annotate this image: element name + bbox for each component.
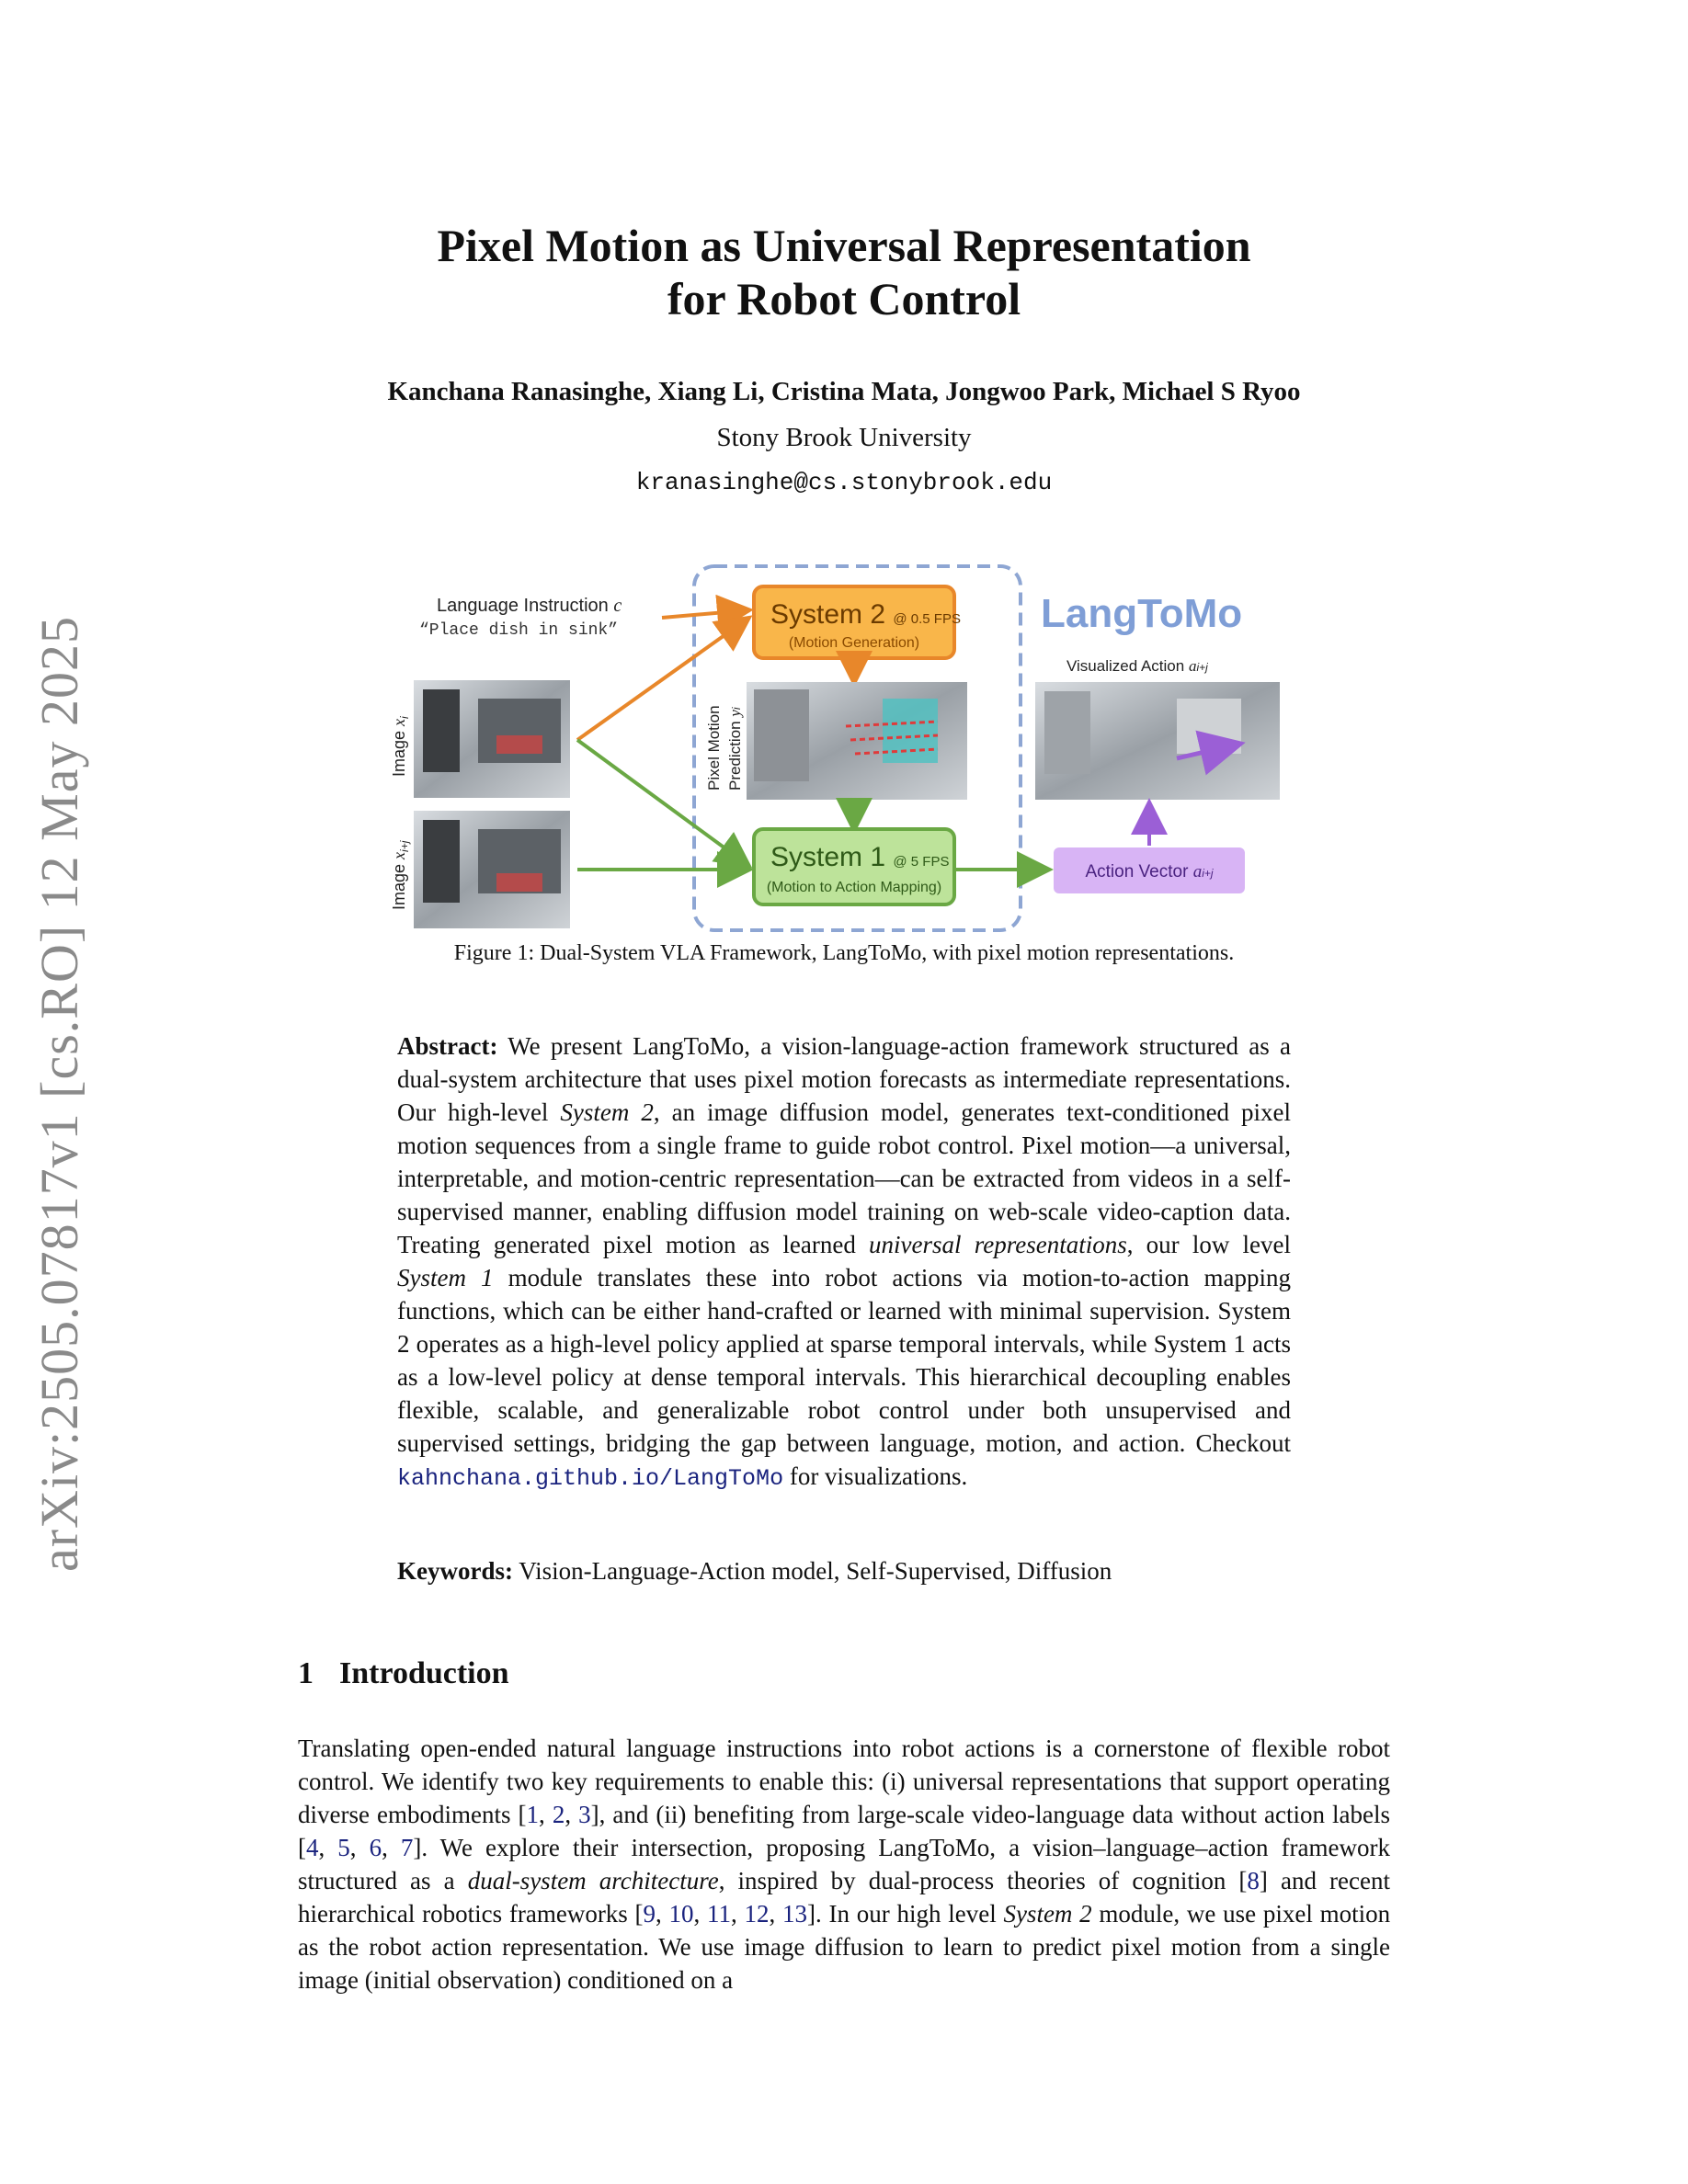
citation[interactable]: 12 bbox=[744, 1900, 770, 1928]
action-vector-box bbox=[1054, 847, 1245, 893]
langtomo-brand: LangToMo bbox=[1041, 591, 1243, 636]
citation[interactable]: 10 bbox=[668, 1900, 694, 1928]
system2-box bbox=[754, 586, 961, 658]
abstract-text: We present LangToMo, a vision-language-action framework structured as a dual-system architecture that uses pixel motion forecasts as intermediate representations. Our high-level bbox=[397, 1032, 1291, 1126]
language-instruction-label: Language Instruction c bbox=[437, 596, 622, 616]
citation[interactable]: 6 bbox=[369, 1834, 382, 1861]
abstract-universal: universal representations bbox=[869, 1231, 1127, 1258]
email: kranasinghe@cs.stonybrook.edu bbox=[635, 469, 1053, 496]
citation[interactable]: 8 bbox=[1247, 1867, 1260, 1894]
svg-text:System 2 @ 0.5 FPS: System 2 @ 0.5 FPS bbox=[770, 599, 961, 630]
project-link[interactable]: kahnchana.github.io/LangToMo bbox=[397, 1465, 784, 1492]
abstract bbox=[397, 1029, 1291, 1496]
abstract-system2: System 2 bbox=[560, 1098, 654, 1126]
abstract-label: Abstract: bbox=[397, 1032, 498, 1060]
svg-text:(Motion to Action Mapping): (Motion to Action Mapping) bbox=[766, 880, 942, 895]
citation[interactable]: 4 bbox=[306, 1834, 319, 1861]
keywords bbox=[397, 1557, 1291, 1586]
citation[interactable]: 3 bbox=[578, 1801, 591, 1828]
instruction-to-system2-arrow bbox=[662, 610, 747, 618]
image-xi bbox=[414, 680, 570, 798]
visualized-action-image bbox=[1035, 682, 1280, 800]
system1-box bbox=[754, 829, 954, 904]
title-line-2: for Robot Control bbox=[667, 273, 1021, 324]
svg-text:System 1 @ 5 FPS: System 1 @ 5 FPS bbox=[770, 842, 950, 872]
pixel-motion-label: Pixel Motion bbox=[705, 705, 723, 791]
figure-1-diagram bbox=[386, 561, 1306, 938]
svg-text:Action Vector ai+j: Action Vector ai+j bbox=[1085, 862, 1214, 882]
paper-title bbox=[0, 219, 1688, 325]
arxiv-stamp: arXiv:2505.07817v1 [cs.RO] 12 May 2025 bbox=[29, 616, 89, 1573]
abstract-text: module translates these into robot actions via motion-to-action mapping functions, which can be either hand-crafted or learned with minimal supervision. System 2 operates as a high-level policy applied at sparse temporal intervals, while System 1 acts as a low-level policy at dense temporal intervals. This hierarchical decoupling enables flexible, scalable, and generalizable robot control under both unsupervised and supervised settings, bridging the gap between language, motion, and action. Checkout bbox=[397, 1264, 1291, 1457]
svg-text:(Motion Generation): (Motion Generation) bbox=[788, 635, 920, 651]
pixel-motion-image bbox=[747, 682, 967, 800]
figure-caption: Figure 1: Dual-System VLA Framework, LangToMo, with pixel motion representations. bbox=[453, 941, 1235, 965]
title-line-1: Pixel Motion as Universal Representation bbox=[437, 220, 1251, 271]
section-heading-introduction bbox=[298, 1656, 509, 1691]
introduction-body: Translating open-ended natural language instructions into robot actions is a cornerstone of flexible robot control. We identify two key requirements to enable this: (i) universal representations that support operating diverse embodiments [1, 2, 3], and (ii) benefiting from large-scale video-language data without action labels [4, 5, 6, 7]. We explore their intersection, proposing LangToMo, a vision–language–action framework structured as a dual-system architecture, inspired by dual-process theories of cognition [8] and recent hierarchical robotics frameworks [9, 10, 11, 12, 13]. In our high level System 2 module, we use pixel motion as the robot action representation. We use image diffusion to learn to predict pixel motion from a single image (initial observation) conditioned on a bbox=[298, 1735, 1391, 1994]
image-xij bbox=[414, 811, 570, 928]
affiliation: Stony Brook University bbox=[716, 423, 972, 452]
pixel-motion-label-2: Prediction yi bbox=[726, 707, 744, 791]
authors: Kanchana Ranasinghe, Xiang Li, Cristina Mata, Jongwoo Park, Michael S Ryoo bbox=[387, 377, 1301, 406]
citation[interactable]: 9 bbox=[643, 1900, 656, 1928]
abstract-text: for visualizations. bbox=[789, 1462, 968, 1490]
citation[interactable]: 5 bbox=[337, 1834, 350, 1861]
citation[interactable]: 2 bbox=[552, 1801, 565, 1828]
abstract-text: , an image diffusion model, generates text-conditioned pixel motion sequences from a single frame to guide robot control. Pixel motion—a universal, interpretable, and motion-centric representation—can be extracted from videos in a self-supervised manner, enabling diffusion model training on web-scale video-caption data. Treating generated pixel motion as learned bbox=[397, 1098, 1292, 1258]
citation[interactable]: 11 bbox=[707, 1900, 732, 1928]
citation[interactable]: 13 bbox=[782, 1900, 808, 1928]
image-xi-label: Image $x_i$ bbox=[390, 716, 411, 777]
image-xij-label: Image $x_{i+j}$ bbox=[390, 840, 411, 910]
citation[interactable]: 1 bbox=[526, 1801, 540, 1828]
section-title: Introduction bbox=[339, 1656, 509, 1690]
abstract-text: , our low level bbox=[1126, 1231, 1292, 1258]
keywords-text: Vision-Language-Action model, Self-Supervised, Diffusion bbox=[519, 1557, 1112, 1585]
keywords-label: Keywords: bbox=[397, 1557, 513, 1585]
abstract-system1: System 1 bbox=[397, 1264, 494, 1291]
section-number: 1 bbox=[298, 1656, 314, 1690]
visualized-action-label: Visualized Action ai+j bbox=[1066, 657, 1208, 675]
citation[interactable]: 7 bbox=[400, 1834, 414, 1861]
instruction-text: “Place dish in sink” bbox=[419, 621, 619, 640]
